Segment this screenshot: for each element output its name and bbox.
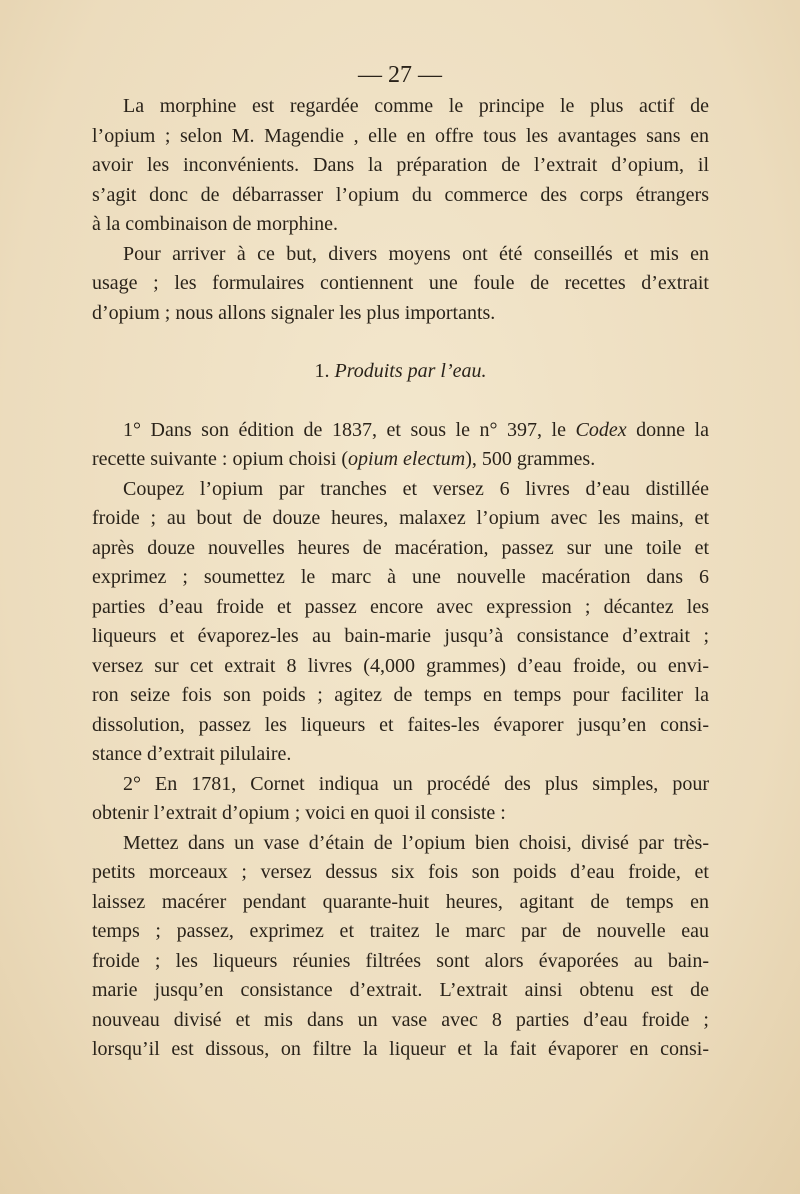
text-line: temps ; passez, exprimez et traitez le marc par de nouvelle eau [92, 920, 709, 942]
text-line: après douze nouvelles heures de macération, passez sur une toile et [92, 536, 709, 559]
text-line: d’opium ; nous allons signaler les plus importants. [92, 301, 496, 324]
emphasis-latin: opium electum [348, 448, 466, 470]
text-line: froide ; au bout de douze heures, malaxez l’opium avec les mains, et [92, 507, 709, 529]
text-line: ron seize fois son poids ; agitez de temps en temps pour faciliter la [92, 684, 709, 706]
text-line: Pour arriver à ce but, divers moyens ont été conseillés et mis en [123, 242, 709, 265]
text-line: recette suivante : opium choisi (opium electum), 500 grammes. [92, 448, 596, 470]
text-line: s’agit donc de débarrasser l’opium du commerce des corps étrangers [92, 183, 709, 206]
text-line: La morphine est regardée comme le principe le plus actif de [123, 95, 709, 117]
text-line: froide ; les liqueurs réunies filtrées sont alors évaporées au bain- [92, 949, 709, 972]
text-line: 1° Dans son édition de 1837, et sous le n° 397, le Codex donne la [123, 418, 709, 441]
section-title: Produits par l’eau. [334, 360, 487, 382]
emphasis-codex: Codex [575, 418, 627, 441]
text-line: obtenir l’extrait d’opium ; voici en quoi il consiste : [92, 802, 506, 824]
text-line: nouveau divisé et mis dans un vase avec 8 parties d’eau froide ; [92, 1008, 709, 1031]
text-line: usage ; les formulaires contiennent une foule de recettes d’extrait [92, 272, 709, 294]
text-line: lorsqu’il est dissous, on filtre la liqueur et la fait évaporer en consi- [92, 1038, 709, 1060]
text-line: avoir les inconvénients. Dans la préparation de l’extrait d’opium, il [92, 154, 709, 176]
text-line: marie jusqu’en consistance d’extrait. L’extrait ainsi obtenu est de [92, 979, 709, 1001]
section-number: 1. [314, 360, 330, 382]
text-line: stance d’extrait pilulaire. [92, 743, 292, 765]
text-line: Mettez dans un vase d’étain de l’opium bien choisi, divisé par très- [123, 831, 709, 854]
text-line: liqueurs et évaporez-les au bain-marie jusqu’à consistance d’extrait ; [92, 625, 709, 647]
text-line: à la combinaison de morphine. [92, 213, 339, 235]
text-line: Coupez l’opium par tranches et versez 6 livres d’eau distillée [123, 477, 709, 500]
text-line: parties d’eau froide et passez encore avec expression ; décantez les [92, 595, 709, 618]
text-line: dissolution, passez les liqueurs et faites-les évaporer jusqu’en consi- [92, 713, 709, 736]
text-line: l’opium ; selon M. Magendie , elle en offre tous les avantages sans en [92, 124, 709, 147]
page-body [92, 92, 709, 1065]
text-line: exprimez ; soumettez le marc à une nouvelle macération dans 6 [92, 566, 709, 588]
text-line: laissez macérer pendant quarante-huit heures, agitant de temps en [92, 890, 709, 913]
text-line: petits morceaux ; versez dessus six fois son poids d’eau froide, et [92, 861, 709, 883]
text-line: 2° En 1781, Cornet indiqua un procédé des plus simples, pour [123, 772, 709, 795]
text-line: versez sur cet extrait 8 livres (4,000 grammes) d’eau froide, ou envi- [92, 654, 709, 677]
section-heading [92, 357, 709, 387]
page-number: — 27 — [358, 62, 442, 88]
